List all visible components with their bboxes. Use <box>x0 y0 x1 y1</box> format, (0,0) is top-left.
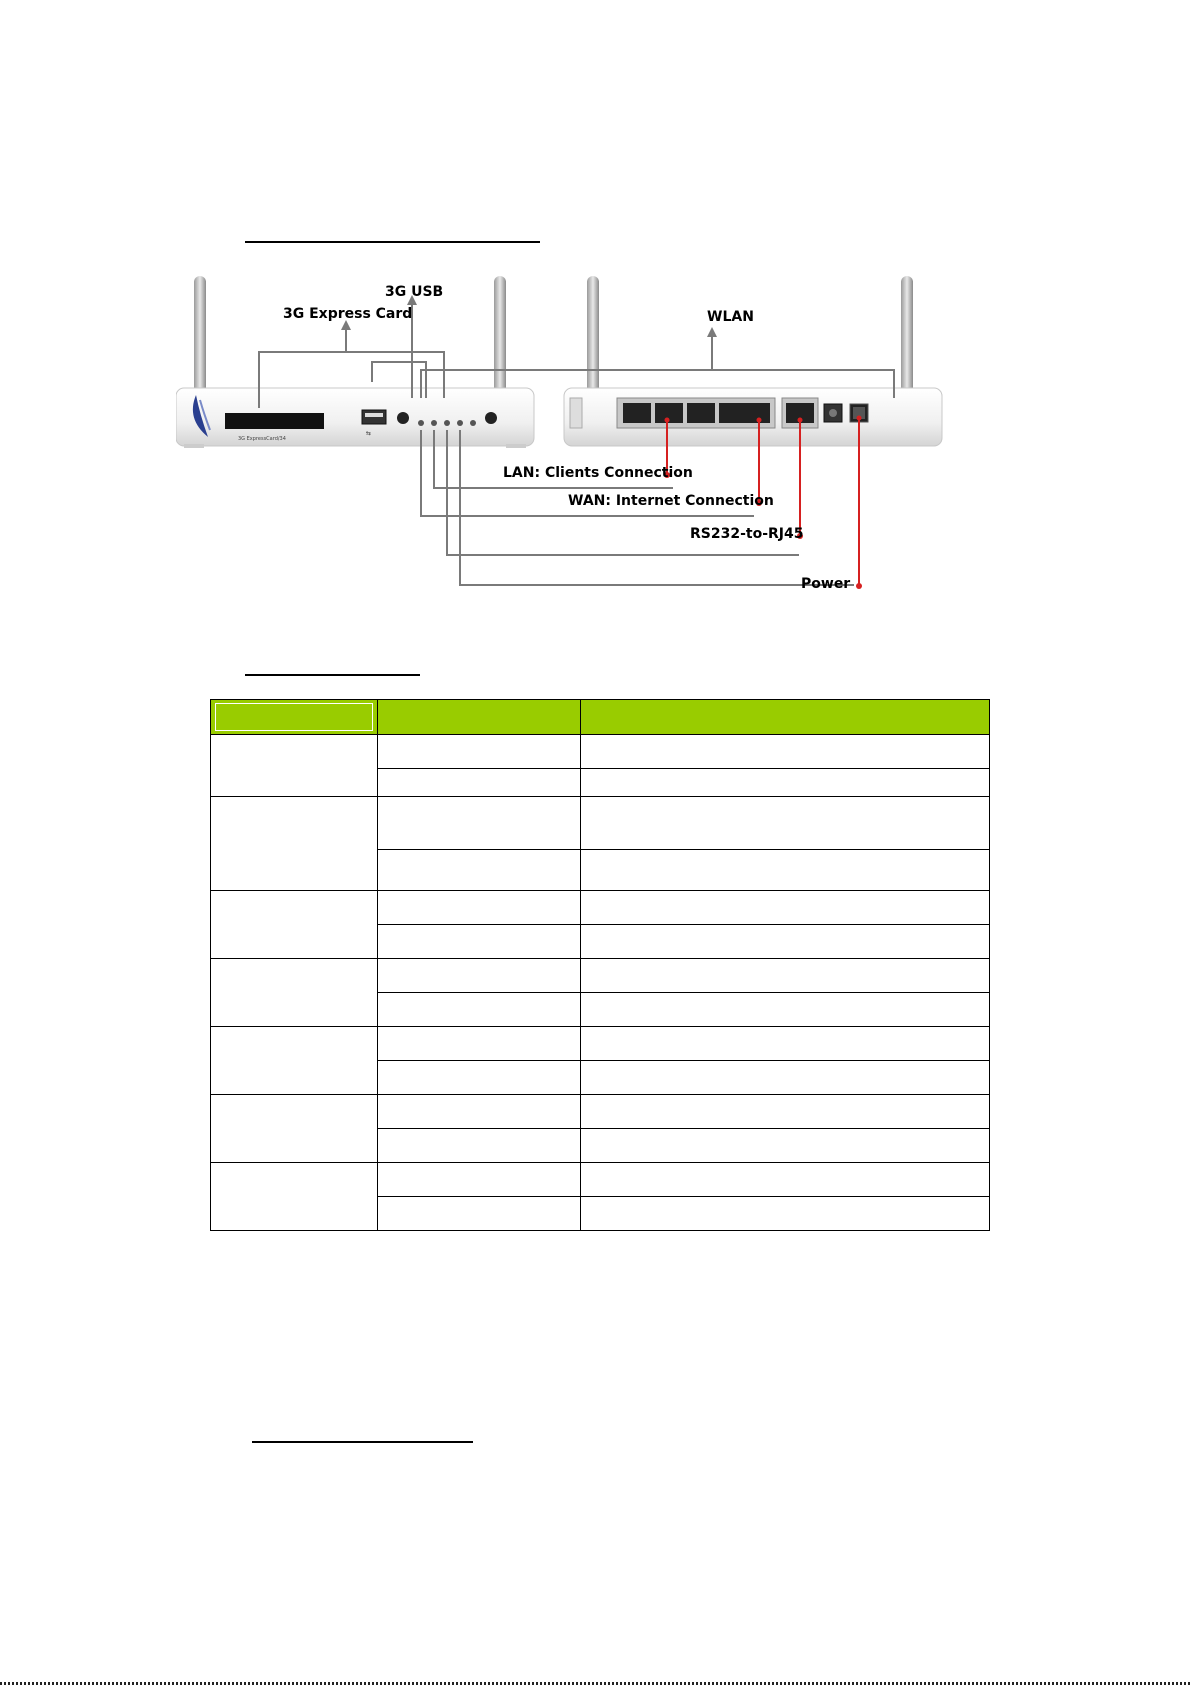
table-cell <box>581 850 990 891</box>
table-row <box>211 1163 990 1197</box>
svg-text:⇆: ⇆ <box>366 430 372 437</box>
antenna-right-front <box>494 276 506 406</box>
table-row <box>211 797 990 850</box>
section-heading-rule-1 <box>245 241 540 243</box>
label-rs232: RS232-to-RJ45 <box>690 526 804 542</box>
led-status-table <box>210 699 990 1231</box>
table-cell <box>378 769 581 797</box>
router-front-view <box>176 276 534 448</box>
lan-port-3 <box>687 403 715 423</box>
led-3 <box>444 420 450 426</box>
table-cell <box>581 959 990 993</box>
table-cell <box>378 891 581 925</box>
label-3g-express-card: 3G Express Card <box>283 306 413 322</box>
table-cell <box>378 1095 581 1129</box>
label-power: Power <box>801 576 851 592</box>
table-cell <box>378 1061 581 1095</box>
table-cell <box>581 1061 990 1095</box>
table-cell <box>581 891 990 925</box>
led-2 <box>431 420 437 426</box>
table-cell <box>211 1095 378 1163</box>
section-heading-rule-2 <box>245 674 420 676</box>
table-cell <box>581 735 990 769</box>
table-cell <box>581 1129 990 1163</box>
label-wlan: WLAN <box>707 309 754 325</box>
table-cell <box>211 959 378 1027</box>
wps-button <box>485 412 497 424</box>
table-header-cell <box>211 700 378 735</box>
table-cell <box>581 797 990 850</box>
table-cell <box>378 925 581 959</box>
table-cell <box>581 1163 990 1197</box>
table-cell <box>378 1163 581 1197</box>
table-cell <box>211 1163 378 1231</box>
antenna-left-front <box>194 276 206 406</box>
label-3g-usb: 3G USB <box>385 284 444 300</box>
router-diagram <box>176 270 1014 645</box>
table-row <box>211 1027 990 1061</box>
table-cell <box>211 891 378 959</box>
led-5 <box>470 420 476 426</box>
table-cell <box>378 959 581 993</box>
table-row <box>211 1095 990 1129</box>
table-cell <box>378 735 581 769</box>
reset-button <box>397 412 409 424</box>
table-header-cell <box>378 700 581 735</box>
section-heading-rule-3 <box>252 1441 473 1443</box>
card-slot-text: 3G ExpressCard/34 <box>238 436 286 442</box>
table-cell <box>378 1129 581 1163</box>
label-lan: LAN: Clients Connection <box>503 465 693 481</box>
lan-port-1 <box>623 403 651 423</box>
router-rear-view <box>564 276 942 446</box>
table-cell <box>378 1197 581 1231</box>
table-cell <box>581 925 990 959</box>
label-wan: WAN: Internet Connection <box>568 493 774 509</box>
table-cell <box>581 769 990 797</box>
table-cell <box>581 1197 990 1231</box>
table-cell <box>581 1095 990 1129</box>
table-cell <box>581 993 990 1027</box>
lan-port-4 <box>719 403 747 423</box>
table-cell <box>378 993 581 1027</box>
table-header-row <box>211 700 990 735</box>
table-cell <box>378 797 581 850</box>
table-cell <box>211 735 378 797</box>
table-row <box>211 735 990 769</box>
table-cell <box>378 1027 581 1061</box>
table-cell <box>211 797 378 891</box>
table-cell <box>378 850 581 891</box>
table-row <box>211 891 990 925</box>
express-card-slot <box>225 413 324 429</box>
table-cell <box>211 1027 378 1095</box>
table-cell <box>581 1027 990 1061</box>
table-row <box>211 959 990 993</box>
led-1 <box>418 420 424 426</box>
led-4 <box>457 420 463 426</box>
table-header-cell <box>581 700 990 735</box>
